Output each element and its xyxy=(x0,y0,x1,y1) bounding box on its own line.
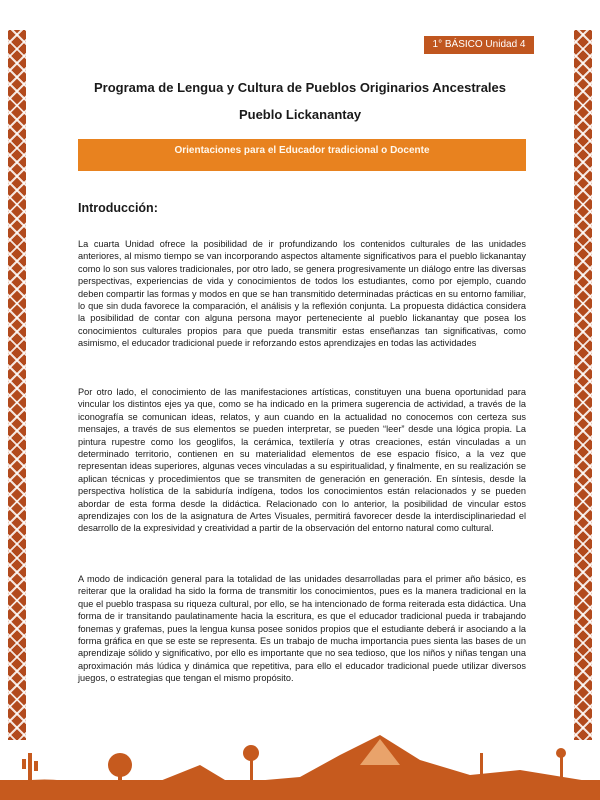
paragraph-orality: A modo de indicación general para la totalidad de las unidades desarrolladas para el primer año básico, es reiterar que la oralidad ha sido la forma de transmitir los conocimientos, pues es la manera tradicional en la que el pueblo traspasa su riqueza cultural, por ello, se ha intencionado de forma reiterada esta didáctica. Una forma de ir transitando paulatinamente hacia la escritura, es que el educador tradicional pueda ir trabajando fonemas y grafemas, pues la lengua kunsa posee sonidos propios que el estudiante deberá ir asociando a la forma gráfica en que se este se representa. Es un trabajo de mucha importancia pues sienta las bases de un aprendizaje sólido y significativo, por ello es importante que no sea tedioso, que los niños y niñas tengan una aproximación más lúdica y dinámica que repetitiva, para ello el educador tradicional puede utilizar diversos juegos, o estrategias que tengan el mismo propósito. xyxy=(78,574,526,684)
right-decorative-border xyxy=(574,30,592,740)
people-title: Pueblo Lickanantay xyxy=(238,107,362,122)
section-heading: Introducción: xyxy=(78,201,158,215)
decorative-landscape-footer xyxy=(0,725,600,800)
paragraph-intro: La cuarta Unidad ofrece la posibilidad de ir profundizando los contenidos culturales de las unidades anteriores, al mismo tiempo se van incorporando aspectos altamente significativos para el pueblo lickanantay como lo son sus valores tradicionales, por otro lado, se genera progresivamente un diálogo entre las diversas perspectivas, experiencias de vida y conocimientos de todos los estudiantes, como por ejemplo, cuando deben compartir las formas y modos en que se han transmitido determinadas prácticas en su entorno familiar, lo que sin duda favorece la comparación, el análisis y la reflexión conjunta. La propuesta didáctica considera la posibilidad de contar con alguna persona mayor perteneciente al pueblo lickanantay que posea los conocimientos culturales propios para que pueda transmitir estas enseñanzas tan significativas, como asimismo, el educador tradicional puede ir reforzando estos aprendizajes en todas las actividades xyxy=(78,239,526,349)
paragraph-artistic: Por otro lado, el conocimiento de las manifestaciones artísticas, constituyen una buena oportunidad para vincular los distintos ejes ya que, como se ha indicado en la primera sugerencia de actividad, a través de la iconografía se comunican ideas, relatos, y aun cuando en la actualidad no conocemos con certeza sus mensajes, a través de sus elementos se pueden interpretar, se pueden “leer” desde una lógica propia. La pintura rupestre como los geoglifos, la cerámica, textilería y otras creaciones, están vinculadas a un determinado territorio, contienen en su materialidad elementos de ese espacio físico, a la vez que representan ideas superiores, algunas veces vinculadas a su espiritualidad, y finalmente, en su realización se aplican técnicas y procedimientos que se transmiten de generación en generación. En síntesis, desde la perspectiva holística de la sabiduría indígena, todos los conocimientos están relacionados y se pueden abordar de esta forma desde la didáctica. Relacionado con lo anterior, la posibilidad de vincular estos aprendizajes con los de la asignatura de Artes Visuales, permitirá favorecer desde la interdisciplinariedad el desarrollo de la expresividad y creatividad a partir de la observación del entorno natural como cultural. xyxy=(78,387,526,534)
program-title: Programa de Lengua y Cultura de Pueblos Originarios Ancestrales xyxy=(93,80,507,95)
guidance-banner: Orientaciones para el Educador tradicional o Docente xyxy=(78,139,526,171)
grade-unit-badge: 1° BÁSICO Unidad 4 xyxy=(424,36,534,54)
left-decorative-border xyxy=(8,30,26,740)
